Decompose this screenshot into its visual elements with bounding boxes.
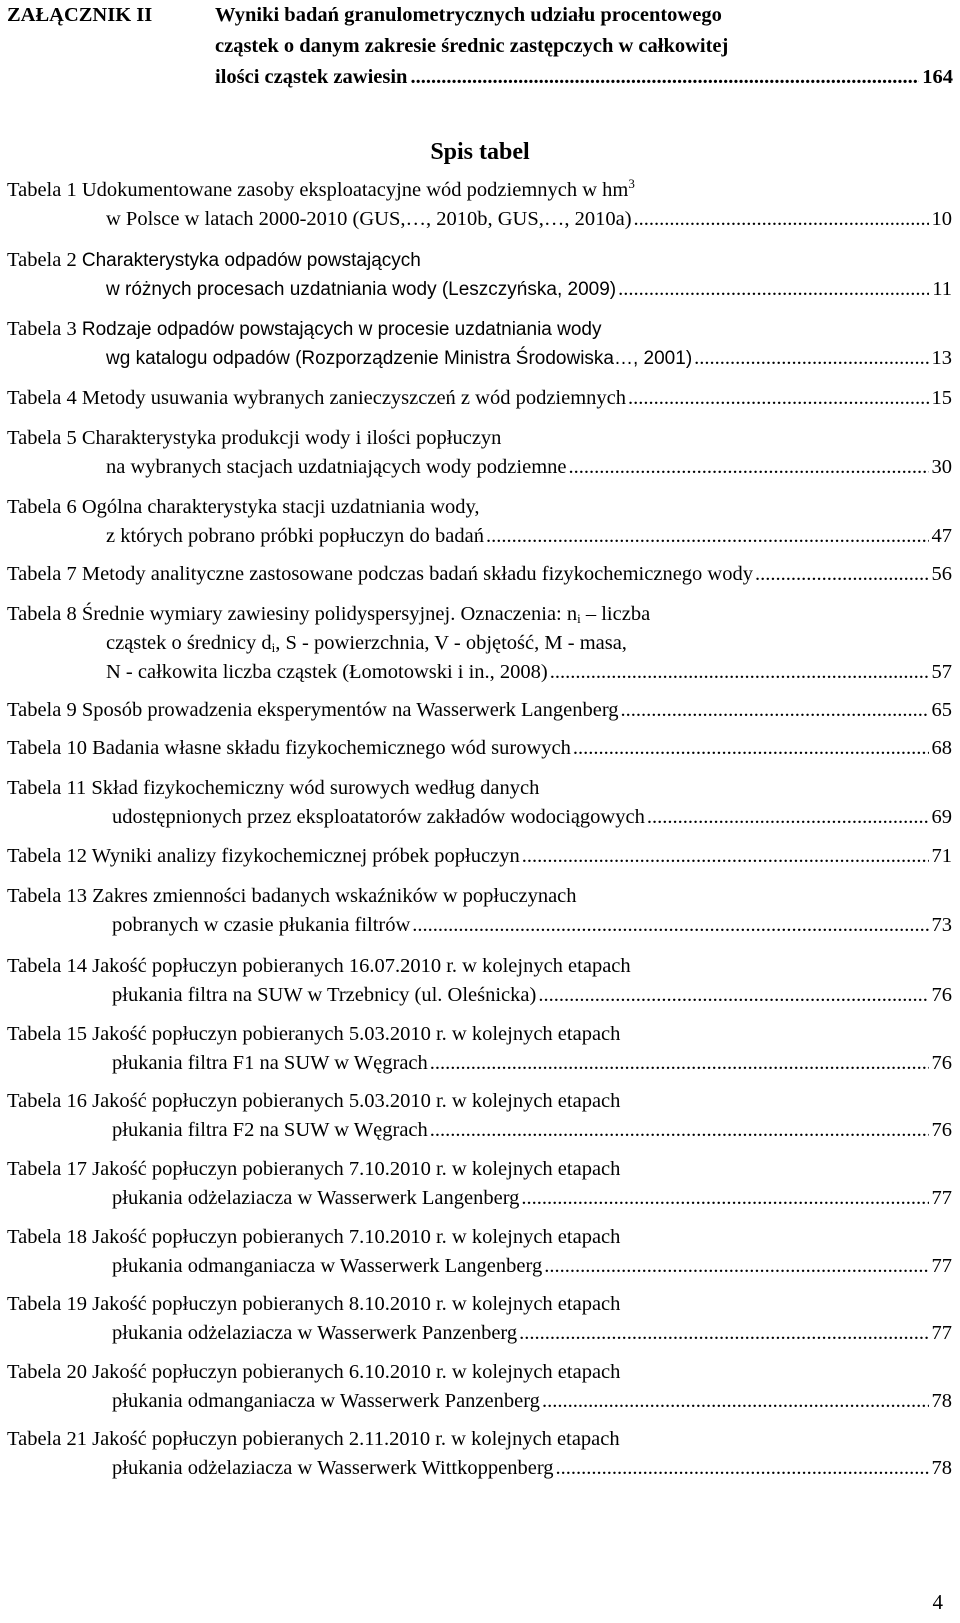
entry-last-line: [7, 1252, 952, 1281]
dot-leader: [412, 911, 928, 940]
entry-title: Metody analityczne zastosowane podczas badań składu fizykochemicznego wody: [81, 563, 753, 585]
entry-page: 10: [931, 208, 952, 230]
entry-line: [7, 1020, 952, 1049]
entry-last-line: [7, 1184, 952, 1213]
entry-title: płukania odżelaziacza w Wasserwerk Langenberg: [112, 1187, 520, 1209]
dot-leader: [647, 803, 929, 832]
entry-label: Tabela 16: [7, 1090, 87, 1112]
dot-leader: [486, 522, 928, 551]
entry-title: Jakość popłuczyn pobieranych 5.03.2010 r. w kolejnych etapach: [92, 1023, 621, 1045]
entry-title: Jakość popłuczyn pobieranych 16.07.2010 r. w kolejnych etapach: [92, 955, 631, 977]
toc-entry[interactable]: [7, 493, 952, 551]
entry-line: [7, 1290, 952, 1319]
entry-last-line: [7, 696, 952, 725]
entry-page: 73: [931, 914, 952, 936]
dot-leader: [430, 1116, 929, 1145]
entry-last-line: [7, 981, 952, 1010]
entry-last-line: [7, 205, 952, 234]
toc-entry[interactable]: [7, 696, 952, 725]
entry-line: [7, 882, 952, 911]
entry-title: płukania filtra na SUW w Trzebnicy (ul. Oleśnicka): [112, 984, 537, 1006]
toc-entry[interactable]: [7, 1290, 952, 1348]
entry-label: Tabela 12: [7, 845, 87, 867]
toc-entry[interactable]: [7, 882, 952, 940]
dot-leader: [621, 696, 929, 725]
entry-line: [7, 696, 619, 725]
entry-page: 69: [931, 806, 952, 828]
dot-leader: [542, 1387, 929, 1416]
annex-title-line: cząstek o danym zakresie średnic zastępczych w całkowitej: [215, 35, 729, 57]
toc-entry[interactable]: [7, 1425, 952, 1483]
dot-leader: [544, 1252, 928, 1281]
entry-label: Tabela 4: [7, 387, 77, 409]
entry-last-line: [7, 1319, 952, 1348]
entry-line: [7, 734, 571, 763]
dot-leader: [550, 658, 929, 687]
toc-entry[interactable]: [7, 1155, 952, 1213]
entry-line: [7, 1358, 952, 1387]
entry-line: [7, 1087, 952, 1116]
entry-last-line: [7, 560, 952, 589]
entry-line: [7, 315, 952, 344]
entry-page: 77: [931, 1255, 952, 1277]
entry-last-line: [7, 911, 952, 940]
entry-label: Tabela 6: [7, 496, 77, 518]
toc-entry[interactable]: [7, 315, 952, 373]
entry-label: Tabela 11: [7, 777, 87, 799]
dot-leader: [556, 1454, 929, 1483]
entry-page: 57: [931, 661, 952, 683]
dot-leader: [569, 453, 929, 482]
entry-title: płukania filtra F1 na SUW w Węgrach: [112, 1052, 428, 1074]
entry-label: Tabela 19: [7, 1293, 87, 1315]
entry-title: pobranych w czasie płukania filtrów: [112, 914, 411, 936]
entry-page: 76: [931, 1052, 952, 1074]
toc-entry[interactable]: [7, 952, 952, 1010]
entry-title: Jakość popłuczyn pobieranych 8.10.2010 r. w kolejnych etapach: [92, 1293, 621, 1315]
entry-last-line: [7, 1049, 952, 1078]
dot-leader: [519, 1319, 928, 1348]
entry-title: cząstek o średnicy d: [106, 632, 272, 654]
entry-last-line: [7, 1387, 952, 1416]
entry-title: płukania odmanganiacza w Wasserwerk Langenberg: [112, 1255, 543, 1277]
toc-entry[interactable]: [7, 176, 952, 234]
toc-entry[interactable]: [7, 842, 952, 871]
entry-title: w różnych procesach uzdatniania wody (Leszczyńska, 2009): [106, 279, 617, 300]
toc-entry[interactable]: [7, 774, 952, 832]
entry-label: Tabela 7: [7, 563, 77, 585]
entry-title: Średnie wymiary zawiesiny polidyspersyjnej. Oznaczenia: n: [81, 603, 578, 625]
entry-label: Tabela 9: [7, 699, 77, 721]
toc-entry[interactable]: [7, 246, 952, 304]
entry-title: z których pobrano próbki popłuczyn do badań: [106, 525, 485, 547]
entry-page: 76: [931, 1119, 952, 1141]
entry-page: 77: [931, 1187, 952, 1209]
dot-leader: [522, 842, 929, 871]
toc-entry[interactable]: [7, 1223, 952, 1281]
entry-last-line: [7, 734, 952, 763]
toc-entry[interactable]: [7, 384, 952, 413]
entry-page: 11: [932, 278, 952, 300]
dot-leader: [430, 1049, 929, 1078]
entry-title: płukania filtra F2 na SUW w Węgrach: [112, 1119, 428, 1141]
annex-title: [215, 0, 953, 93]
entry-title: płukania odżelaziacza w Wasserwerk Wittkoppenberg: [112, 1457, 554, 1479]
entry-last-line: [7, 453, 952, 482]
entry-page: 77: [931, 1322, 952, 1344]
entry-label: Tabela 15: [7, 1023, 87, 1045]
entry-page: 68: [931, 737, 952, 759]
entry-title: Sposób prowadzenia eksperymentów na Wasserwerk Langenberg: [81, 699, 619, 721]
entry-title: udostępnionych przez eksploatatorów zakładów wodociągowych: [112, 806, 645, 828]
dot-leader: [694, 344, 928, 373]
entry-line: [7, 774, 952, 803]
entry-page: 30: [931, 456, 952, 478]
entry-page: 78: [931, 1390, 952, 1412]
entry-title: Charakterystyka odpadów powstających: [81, 250, 421, 271]
entry-page: 65: [931, 699, 952, 721]
annex-title-last-line: [215, 62, 953, 93]
entry-title: Zakres zmienności badanych wskaźników w popłuczynach: [92, 885, 577, 907]
toc-heading: Spis tabel: [430, 139, 530, 165]
entry-title: , S - powierzchnia, V - objętość, M - masa,: [275, 632, 627, 654]
entry-line: [7, 384, 626, 413]
entry-title: Jakość popłuczyn pobieranych 2.11.2010 r. w kolejnych etapach: [92, 1428, 620, 1450]
entry-title: Badania własne składu fizykochemicznego wód surowych: [92, 737, 571, 759]
dot-leader: [521, 1184, 928, 1213]
entry-title: Jakość popłuczyn pobieranych 6.10.2010 r. w kolejnych etapach: [92, 1361, 621, 1383]
toc-entry[interactable]: [7, 1358, 952, 1416]
entry-title: płukania odmanganiacza w Wasserwerk Panzenberg: [112, 1390, 540, 1412]
subscript: i: [271, 640, 276, 655]
entry-label: Tabela 18: [7, 1226, 87, 1248]
entry-line: [7, 600, 952, 629]
entry-page: 15: [931, 387, 952, 409]
toc-entry[interactable]: [7, 424, 952, 482]
entry-line: [7, 176, 952, 205]
entry-last-line: [7, 658, 952, 687]
entry-page: 76: [931, 984, 952, 1006]
entry-last-line: [7, 275, 952, 304]
entry-title: – liczba: [580, 603, 651, 625]
entry-line: [7, 1223, 952, 1252]
entry-line: [7, 1425, 952, 1454]
toc-entry[interactable]: [7, 734, 952, 763]
entry-line: [7, 560, 753, 589]
entry-last-line: [7, 842, 952, 871]
entry-title: Rodzaje odpadów powstających w procesie uzdatniania wody: [81, 319, 602, 340]
entry-title: Metody usuwania wybranych zanieczyszczeń z wód podziemnych: [81, 387, 627, 409]
entry-title: płukania odżelaziacza w Wasserwerk Panzenberg: [112, 1322, 518, 1344]
entry-label: Tabela 8: [7, 603, 77, 625]
entry-page: 78: [931, 1457, 952, 1479]
annex-page-number: 164: [922, 66, 953, 88]
entry-label: Tabela 20: [7, 1361, 87, 1383]
dot-leader: [634, 205, 929, 234]
entry-title: Udokumentowane zasoby eksploatacyjne wód podziemnych w hm: [81, 179, 629, 201]
entry-title: Jakość popłuczyn pobieranych 7.10.2010 r. w kolejnych etapach: [92, 1226, 621, 1248]
entry-line: [7, 842, 520, 871]
entry-line: [7, 952, 952, 981]
entry-title: Jakość popłuczyn pobieranych 7.10.2010 r. w kolejnych etapach: [92, 1158, 621, 1180]
entry-label: Tabela 17: [7, 1158, 87, 1180]
dot-leader: [628, 384, 928, 413]
entry-page: 71: [931, 845, 952, 867]
entry-title: Charakterystyka produkcji wody i ilości popłuczyn: [81, 427, 502, 449]
annex-title-line: ilości cząstek zawiesin: [215, 66, 408, 88]
entry-last-line: [7, 803, 952, 832]
entry-line: [7, 246, 952, 275]
entry-title: wg katalogu odpadów (Rozporządzenie Ministra Środowiska…, 2001): [106, 348, 693, 369]
entry-line: [7, 629, 952, 658]
entry-last-line: [7, 344, 952, 373]
entry-title: Wyniki analizy fizykochemicznej próbek popłuczyn: [91, 845, 520, 867]
dot-leader: [755, 560, 929, 589]
entry-last-line: [7, 522, 952, 551]
entry-last-line: [7, 1116, 952, 1145]
toc-entry[interactable]: [7, 600, 952, 687]
entry-label: Tabela 13: [7, 885, 87, 907]
entry-line: [7, 424, 952, 453]
entry-label: Tabela 2: [7, 249, 77, 271]
entry-page: 56: [931, 563, 952, 585]
entry-page: 13: [931, 347, 952, 369]
superscript: 3: [628, 176, 635, 191]
entry-title: Skład fizykochemiczny wód surowych według danych: [91, 777, 540, 799]
dot-leader: [410, 62, 919, 93]
page-number: 4: [932, 1590, 943, 1614]
entry-last-line: [7, 1454, 952, 1483]
entry-label: Tabela 14: [7, 955, 87, 977]
annex-title-line: Wyniki badań granulometrycznych udziału procentowego: [215, 4, 722, 26]
toc-entry[interactable]: [7, 560, 952, 589]
entry-page: 47: [931, 525, 952, 547]
dot-leader: [538, 981, 928, 1010]
entry-label: Tabela 1: [7, 179, 77, 201]
entry-line: [7, 1155, 952, 1184]
entry-title: N - całkowita liczba cząstek (Łomotowski i in., 2008): [106, 661, 548, 683]
entry-last-line: [7, 384, 952, 413]
entry-title: na wybranych stacjach uzdatniających wody podziemne: [106, 456, 567, 478]
entry-title: w Polsce w latach 2000-2010 (GUS,…, 2010b, GUS,…, 2010a): [106, 208, 632, 230]
dot-leader: [618, 275, 929, 304]
toc-entry[interactable]: [7, 1087, 952, 1145]
annex-label: ZAŁĄCZNIK II: [7, 4, 153, 26]
entry-label: Tabela 3: [7, 318, 77, 340]
entry-label: Tabela 10: [7, 737, 87, 759]
dot-leader: [573, 734, 929, 763]
toc-entry[interactable]: [7, 1020, 952, 1078]
entry-line: [7, 493, 952, 522]
entry-title: Ogólna charakterystyka stacji uzdatniania wody,: [81, 496, 480, 518]
subscript: i: [577, 611, 581, 626]
entry-label: Tabela 21: [7, 1428, 87, 1450]
entry-title: Jakość popłuczyn pobieranych 5.03.2010 r. w kolejnych etapach: [92, 1090, 621, 1112]
entry-label: Tabela 5: [7, 427, 77, 449]
